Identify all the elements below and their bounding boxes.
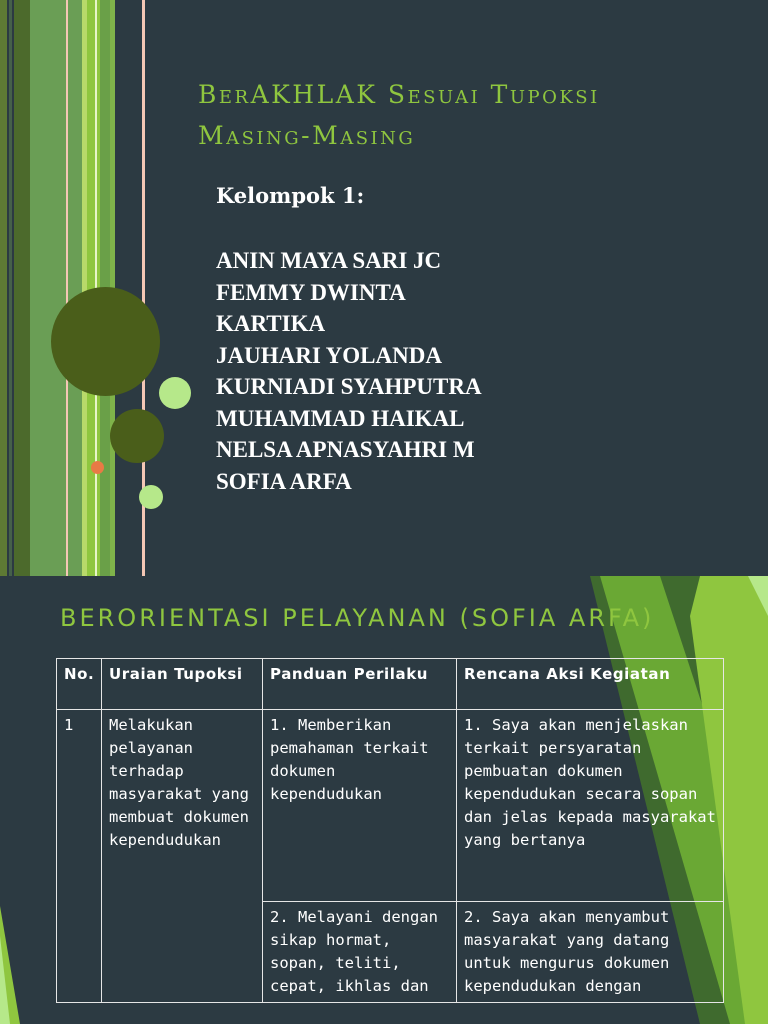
decor-circle-medium xyxy=(110,409,164,463)
cell-rencana: 1. Saya akan menjelaskan terkait persyaratan pembuatan dokumen kependudukan secara sopan dan jelas kepada masyarakat yang bertanya xyxy=(457,710,724,902)
decor-circle-large xyxy=(51,287,160,396)
table-header-row xyxy=(57,659,724,710)
column-header-no: No. xyxy=(57,659,102,710)
decor-circle-light xyxy=(159,377,191,409)
column-header-panduan: Panduan Perilaku xyxy=(263,659,457,710)
member-name: SOFIA ARFA xyxy=(216,468,352,494)
column-header-uraian: Uraian Tupoksi xyxy=(102,659,263,710)
member-name: KURNIADI SYAHPUTRA xyxy=(216,374,482,399)
column-header-rencana: Rencana Aksi Kegiatan xyxy=(457,659,724,710)
group-label: Kelompok 1: xyxy=(216,183,365,208)
decor-circle-small-light xyxy=(139,485,163,509)
member-name: JAUHARI YOLANDA xyxy=(216,342,442,368)
member-name: FEMMY DWINTA xyxy=(216,279,406,305)
member-name: NELSA APNASYAHRI M xyxy=(216,437,475,462)
decor-stripe xyxy=(9,0,12,576)
title-line-2: Masing-Masing xyxy=(198,121,416,150)
decor-stripe xyxy=(30,0,66,576)
cell-rencana: 2. Saya akan menyambut masyarakat yang datang untuk mengurus dokumen kependudukan dengan xyxy=(457,902,724,1003)
slide-title: BERORIENTASI PELAYANAN (SOFIA ARFA) xyxy=(60,604,655,632)
member-name: ANIN MAYA SARI JC xyxy=(216,248,442,273)
cell-panduan: 2. Melayani dengan sikap hormat, sopan, teliti, cepat, ikhlas dan xyxy=(263,902,457,1003)
decor-stripe xyxy=(68,0,82,576)
decor-circle-orange xyxy=(91,461,104,474)
member-name: MUHAMMAD HAIKAL xyxy=(216,405,465,431)
slide-title xyxy=(198,74,718,156)
title-line-1: BerAKHLAK Sesuai Tupoksi xyxy=(198,80,600,109)
decor-stripe xyxy=(0,0,7,576)
table-row xyxy=(57,710,724,902)
table-slide xyxy=(0,576,768,1024)
cell-uraian: Melakukan pelayanan terhadap masyarakat yang membuat dokumen kependudukan xyxy=(102,710,263,1003)
tupoksi-table xyxy=(56,658,724,1003)
cell-no: 1 xyxy=(57,710,102,1003)
decor-stripe xyxy=(14,0,30,576)
member-list xyxy=(216,245,482,497)
cell-panduan: 1. Memberikan pemahaman terkait dokumen kependudukan xyxy=(263,710,457,902)
member-name: KARTIKA xyxy=(216,311,326,336)
